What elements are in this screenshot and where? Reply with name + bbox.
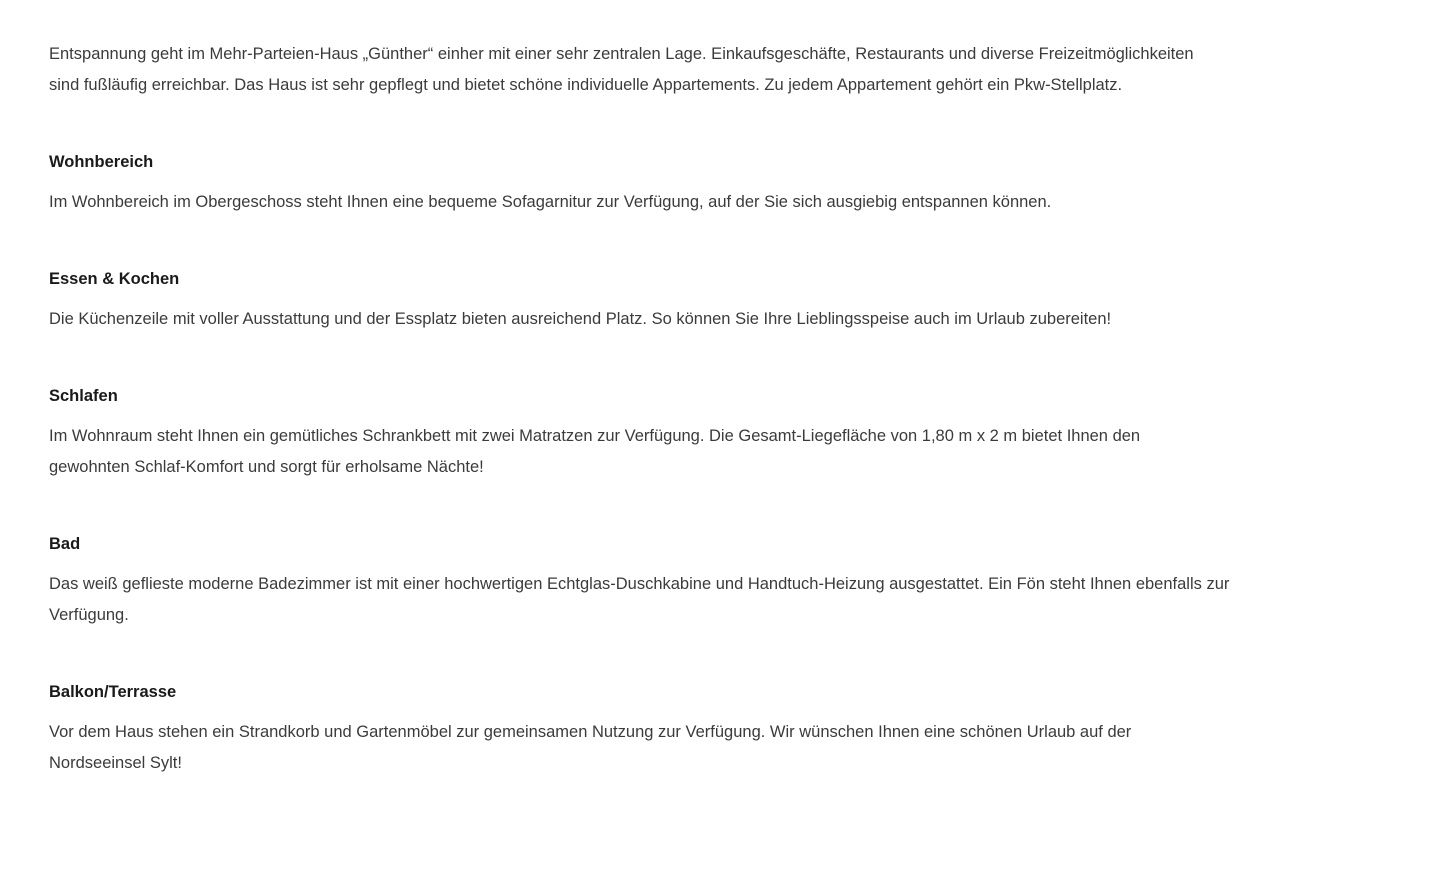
paragraph-line: Die Küchenzeile mit voller Ausstattung und der Essplatz bieten ausreichend Platz. So können Sie Ihre Lieblingsspeise auch im Urlaub zubereiten! <box>49 310 1112 328</box>
section-paragraph <box>49 717 1400 779</box>
paragraph-line: Nordseeinsel Sylt! <box>49 754 182 772</box>
section-schlafen <box>49 381 1400 483</box>
section-essen-kochen <box>49 264 1400 335</box>
paragraph-line: sind fußläufig erreichbar. Das Haus ist sehr gepflegt und bietet schöne individuelle Appartements. Zu jedem Appartement gehört ein Pkw-Stellplatz. <box>49 76 1123 94</box>
paragraph-line: Entspannung geht im Mehr-Parteien-Haus „Günther“ einher mit einer sehr zentralen Lage. Einkaufsgeschäfte, Restaurants und diverse Freizeitmöglichkeiten <box>49 45 1194 63</box>
paragraph-line: Im Wohnraum steht Ihnen ein gemütliches Schrankbett mit zwei Matratzen zur Verfügung. Die Gesamt-Liegefläche von 1,80 m x 2 m bietet Ihnen den <box>49 427 1141 445</box>
paragraph-line: Im Wohnbereich im Obergeschoss steht Ihnen eine bequeme Sofagarnitur zur Verfügung, auf der Sie sich ausgiebig entspannen können. <box>49 193 1052 211</box>
paragraph-line: Das weiß geflieste moderne Badezimmer ist mit einer hochwertigen Echtglas-Duschkabine und Handtuch-Heizung ausgestattet. Ein Fön steht Ihnen ebenfalls zur <box>49 575 1230 593</box>
section-paragraph <box>49 187 1400 218</box>
section-heading-balkon-terrasse: Balkon/Terrasse <box>49 683 177 701</box>
section-heading-schlafen: Schlafen <box>49 387 118 405</box>
section-heading-wohnbereich: Wohnbereich <box>49 153 154 171</box>
section-balkon-terrasse <box>49 677 1400 779</box>
paragraph-line: Verfügung. <box>49 606 129 624</box>
section-bad <box>49 529 1400 631</box>
paragraph-line: gewohnten Schlaf-Komfort und sorgt für erholsame Nächte! <box>49 458 484 476</box>
section-paragraph <box>49 569 1400 631</box>
section-paragraph <box>49 421 1400 483</box>
section-heading-essen-kochen: Essen & Kochen <box>49 270 180 288</box>
paragraph-line: Vor dem Haus stehen ein Strandkorb und Gartenmöbel zur gemeinsamen Nutzung zur Verfügung. Wir wünschen Ihnen eine schönen Urlaub auf der <box>49 723 1132 741</box>
intro-paragraph <box>49 39 1400 101</box>
section-paragraph <box>49 304 1400 335</box>
section-heading-bad: Bad <box>49 535 81 553</box>
section-wohnbereich <box>49 147 1400 218</box>
